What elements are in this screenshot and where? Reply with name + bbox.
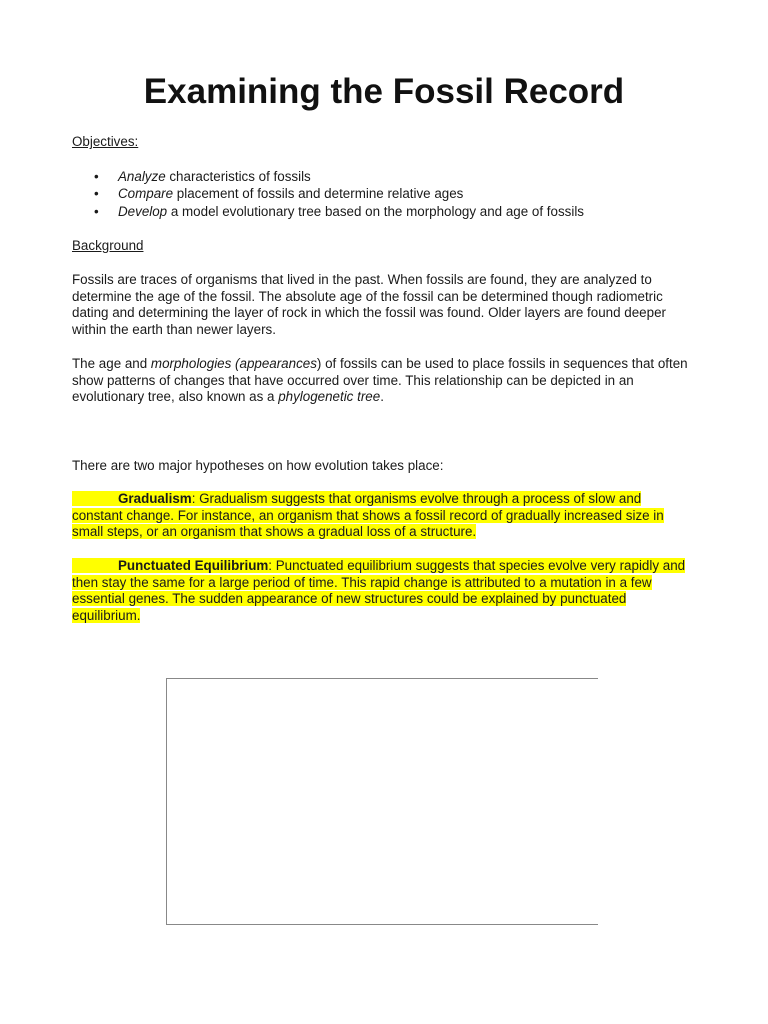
background-paragraph-1: Fossils are traces of organisms that lived in the past. When fossils are found, they are analyzed to determine the age of the fossil. The absolute age of the fossil can be determined though radiometric dating and determining the layer of rock in which the fossil was found. Older layers are found deeper within the earth than newer layers. [72, 272, 666, 337]
gradualism-text: : Gradualism suggests that organisms evolve through a process of slow and constant change. For instance, an organism that shows a fossil record of gradually increased size in small steps, or an organism that shows a gradual loss of a structure. [72, 491, 664, 540]
background-paragraph-2 [72, 356, 692, 406]
background-heading: Background [72, 238, 144, 253]
text-run-italic: morphologies (appearances [150, 356, 317, 371]
objective-verb: Analyze [118, 169, 166, 184]
gradualism-term: Gradualism [118, 491, 192, 506]
list-item [72, 203, 712, 220]
objectives-heading: Objectives: [72, 134, 139, 149]
empty-figure-box [166, 678, 598, 925]
punctuated-text: : Punctuated equilibrium suggests that species evolve very rapidly and then stay the same for a large period of time. This rapid change is attributed to a mutation in a few essential genes. The sudden appearance of new structures could be explained by punctuated equilibrium. [72, 558, 686, 623]
objectives-list [72, 168, 712, 220]
objective-text: a model evolutionary tree based on the morphology and age of fossils [167, 203, 584, 219]
hypotheses-intro: There are two major hypotheses on how evolution takes place: [72, 458, 444, 473]
text-run: . [380, 389, 384, 405]
objective-text: placement of fossils and determine relative ages [173, 186, 464, 202]
punctuated-paragraph [72, 558, 692, 624]
punctuated-term: Punctuated Equilibrium [118, 558, 269, 573]
page-title: Examining the Fossil Record [143, 72, 625, 111]
objective-verb: Compare [118, 186, 174, 202]
objective-text: characteristics of fossils [165, 169, 311, 184]
text-run-italic: phylogenetic tree [278, 389, 381, 405]
text-run: ) of fossils can be used to place fossils in sequences that often show patterns of changes that have occurred over time. This relationship can be depicted in an evolutionary tree, also known as a [72, 356, 688, 405]
gradualism-paragraph [72, 491, 692, 541]
list-item [72, 168, 712, 185]
list-item [72, 185, 712, 202]
objective-verb: Develop [118, 203, 168, 219]
text-run: The age and [72, 356, 151, 371]
